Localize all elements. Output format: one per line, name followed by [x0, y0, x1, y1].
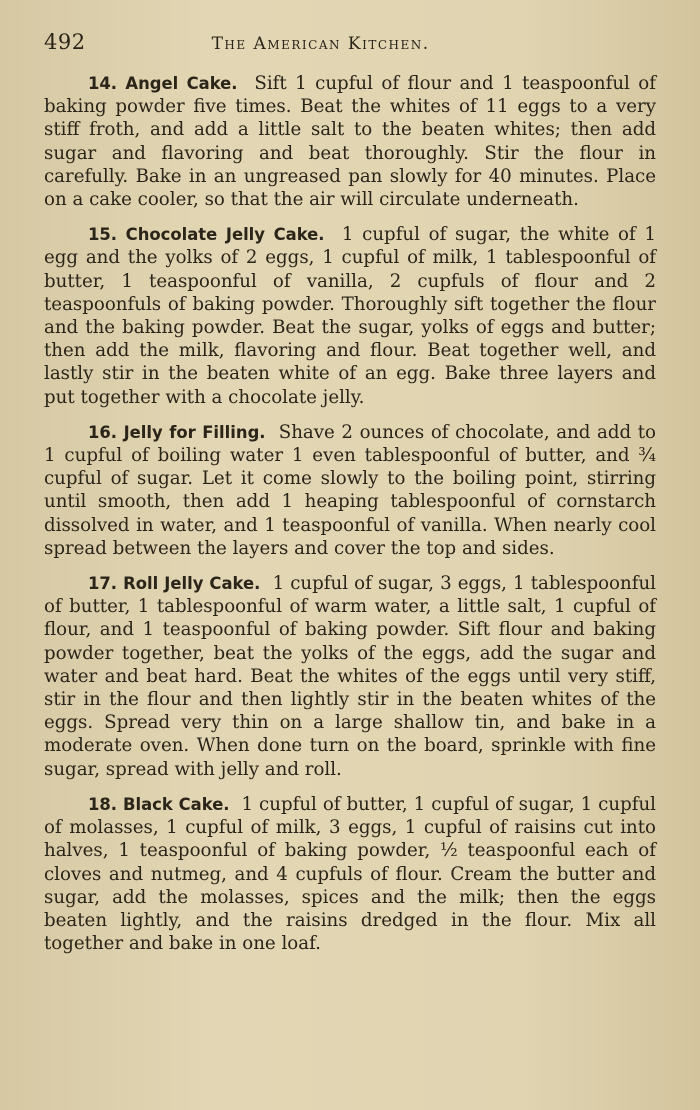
recipe-title: Black Cake. [122, 794, 230, 814]
recipe-17 [44, 572, 656, 781]
recipe-title: Jelly for Filling. [123, 422, 266, 442]
recipe-number: 14. [88, 74, 118, 93]
recipe-16 [44, 421, 656, 560]
recipe-body: 1 cupful of sugar, the white of 1 egg and the yolks of 2 eggs, 1 cupful of milk, 1 tablespoonful of butter, 1 teaspoonful of vanilla, 2 cupfuls of flour and 2 teaspoonfuls of baking powder. Thoroughly sift together the flour and the baking powder. Beat the sugar, yolks of eggs and butter; then add the milk, flavoring and flour. Beat together well, and lastly stir in the beaten white of an egg. Bake three layers and put together with a chocolate jelly. [44, 224, 656, 408]
recipe-title: Chocolate Jelly Cake. [125, 225, 325, 245]
recipe-heading [88, 225, 325, 244]
recipe-number: 17. [88, 574, 118, 594]
recipe-body: 1 cupful of sugar, 3 eggs, 1 tablespoonful of butter, 1 tablespoonful of warm water, a little salt, 1 cupful of flour, and 1 teaspoonful of baking powder. Sift flour and baking powder together, beat the yolks of the eggs, add the sugar and water and beat hard. Beat the whites of the eggs until very stiff, stir in the flour and then lightly stir in the beaten whites of the eggs. Spread very thin on a large shallow tin, and bake in a moderate oven. When done turn on the board, sprinkle with fine sugar, spread with jelly and roll. [44, 573, 656, 780]
recipe-title: Angel Cake. [125, 74, 238, 93]
recipe-heading [88, 795, 230, 814]
recipe-heading [88, 423, 266, 442]
recipe-14 [44, 72, 656, 211]
recipe-heading [88, 74, 238, 93]
recipe-body: Shave 2 ounces of chocolate, and add to 1 cupful of boiling water 1 even tablespoonful of butter, and ¾ cupful of sugar. Let it come slowly to the boiling point, stirring until smooth, then add 1 heaping tablespoonful of cornstarch dissolved in water, and 1 teaspoonful of vanilla. When nearly cool spread between the layers and cover the top and sides. [44, 421, 656, 559]
recipe-15 [44, 223, 656, 409]
page-number: 492 [44, 30, 86, 54]
recipe-number: 15. [88, 225, 118, 245]
recipe-18 [44, 793, 656, 955]
recipe-heading [88, 574, 260, 593]
recipe-body: Sift 1 cupful of flour and 1 teaspoonful of baking powder five times. Beat the whites of 11 eggs to a very stiff froth, and add a little salt to the beaten whites; then add sugar and flavoring and beat thoroughly. Stir the flour in carefully. Bake in an ungreased pan slowly for 40 minutes. Place on a cake cooler, so that the air will circulate underneath. [44, 73, 656, 211]
recipe-number: 18. [88, 794, 118, 814]
running-title: The American Kitchen. [211, 34, 430, 54]
recipe-title: Roll Jelly Cake. [123, 574, 261, 594]
running-head [44, 30, 656, 56]
recipe-body: 1 cupful of butter, 1 cupful of sugar, 1 cupful of molasses, 1 cupful of milk, 3 eggs, 1 cupful of raisins cut into halves, 1 teaspoonful of baking powder, ½ teaspoonful each of cloves and nutmeg, and 4 cupfuls of flour. Cream the butter and sugar, add the molasses, spices and the milk; then the eggs beaten lightly, and the raisins dredged in the flour. Mix all together and bake in one loaf. [44, 793, 656, 955]
recipe-number: 16. [88, 422, 118, 442]
